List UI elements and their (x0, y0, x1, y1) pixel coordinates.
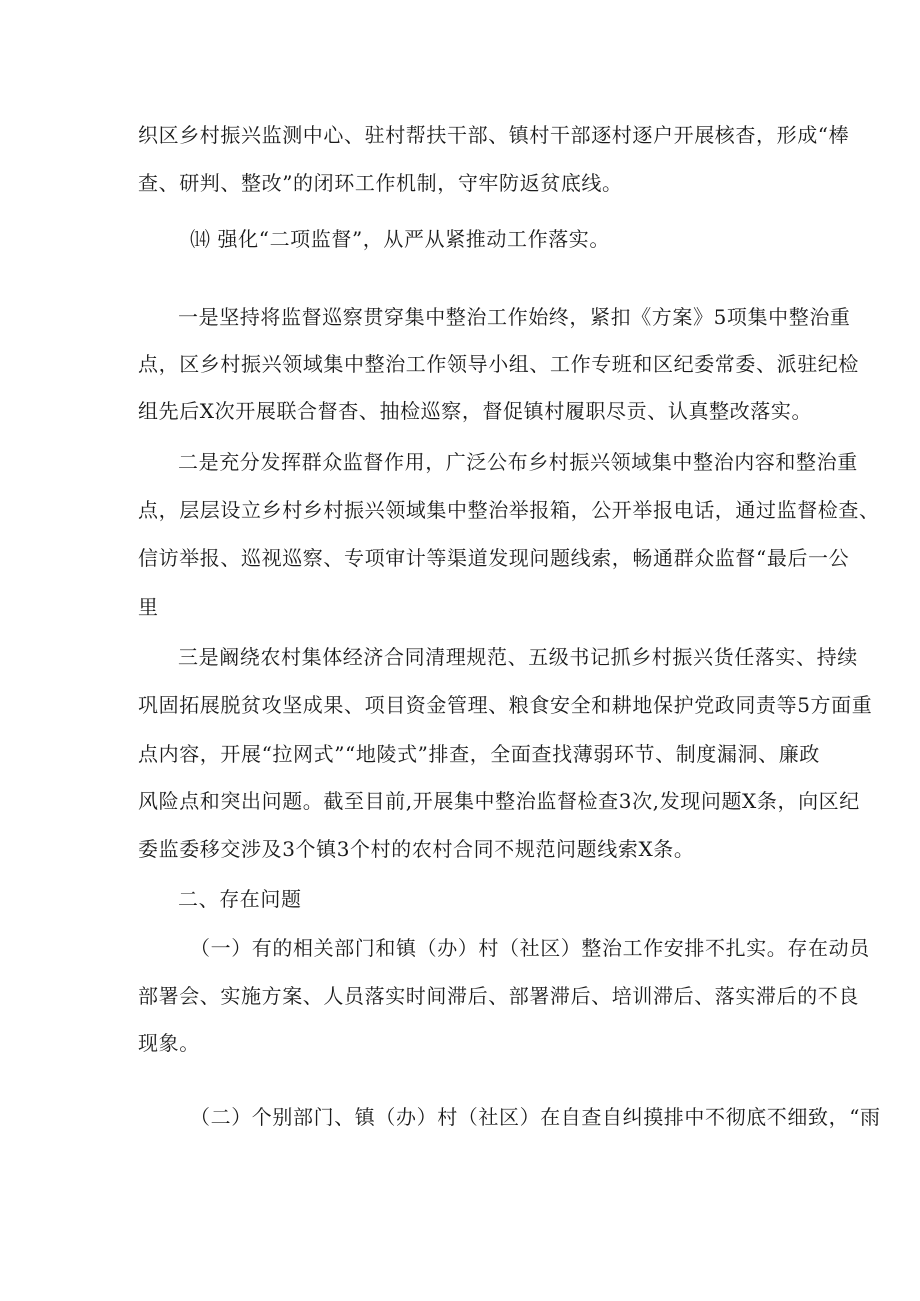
section-heading: ⒁ 强化“二项监督”，从严从紧推动工作落实。 (190, 227, 611, 251)
text-line: （二）个别部门、镇（办）村（社区）在自查自纠摸排中不彻底不细致，“雨 (190, 1105, 881, 1129)
text-line: 一是坚持将监督巡察贯穿集中整治工作始终，紧扣《方案》5项集中整治重 (178, 305, 851, 329)
text-line: 点，区乡村振兴领域集中整治工作领导小组、工作专班和区纪委常委、派驻纪检 (138, 352, 859, 376)
text-line: 风险点和突出问题。截至目前,开展集中整治监督检查3次,发现问题X条，向区纪 (138, 789, 860, 813)
section-heading: 二、存在问题 (178, 887, 302, 911)
text-line: 点内容，开展“拉网式”“地陵式”排查，全面查找薄弱环节、制度漏洞、廉政 (138, 742, 820, 766)
text-line: 部署会、实施方案、人员落实时间滞后、部署滞后、培训滞后、落实滞后的不良 (138, 984, 859, 1008)
text-line: 现象。 (138, 1031, 200, 1055)
text-line: （一）有的相关部门和镇（办）村（社区）整治工作安排不扎实。存在动员 (190, 936, 870, 960)
text-line: 二是充分发挥群众监督作用，广泛公布乡村振兴领域集中整治内容和整治重 (178, 450, 858, 474)
text-line: 查、研判、整改”的闭环工作机制，守牢防返贫底线。 (138, 171, 623, 195)
text-line: 三是阚绕农村集体经济合同清理规范、五级书记抓乡村振兴货任落实、持续 (178, 645, 858, 669)
text-line: 委监委移交涉及3个镇3个村的农村合同不规范问题线索X条。 (138, 837, 695, 861)
text-line: 组先后X次开展联合督杳、抽检巡察，督促镇村履职尽贡、认真整改落实。 (138, 399, 813, 423)
text-line: 点，层层设立乡村乡村振兴领域集中整治举报箱，公开举报电话，通过监督检查、 (138, 498, 880, 522)
text-line: 巩固拓展脱贫攻坚成果、项目资金管理、粮食安全和耕地保护党政同责等5方面重 (138, 693, 873, 717)
text-line: 里 (138, 595, 159, 619)
text-line: 织区乡村振兴监测中心、驻村帮扶干部、镇村干部逐村逐户开展核杳，形成“棒 (138, 123, 850, 147)
text-line: 信访举报、巡视巡察、专项审计等渠道发现问题线索，畅通群众监督“最后一公 (138, 546, 850, 570)
